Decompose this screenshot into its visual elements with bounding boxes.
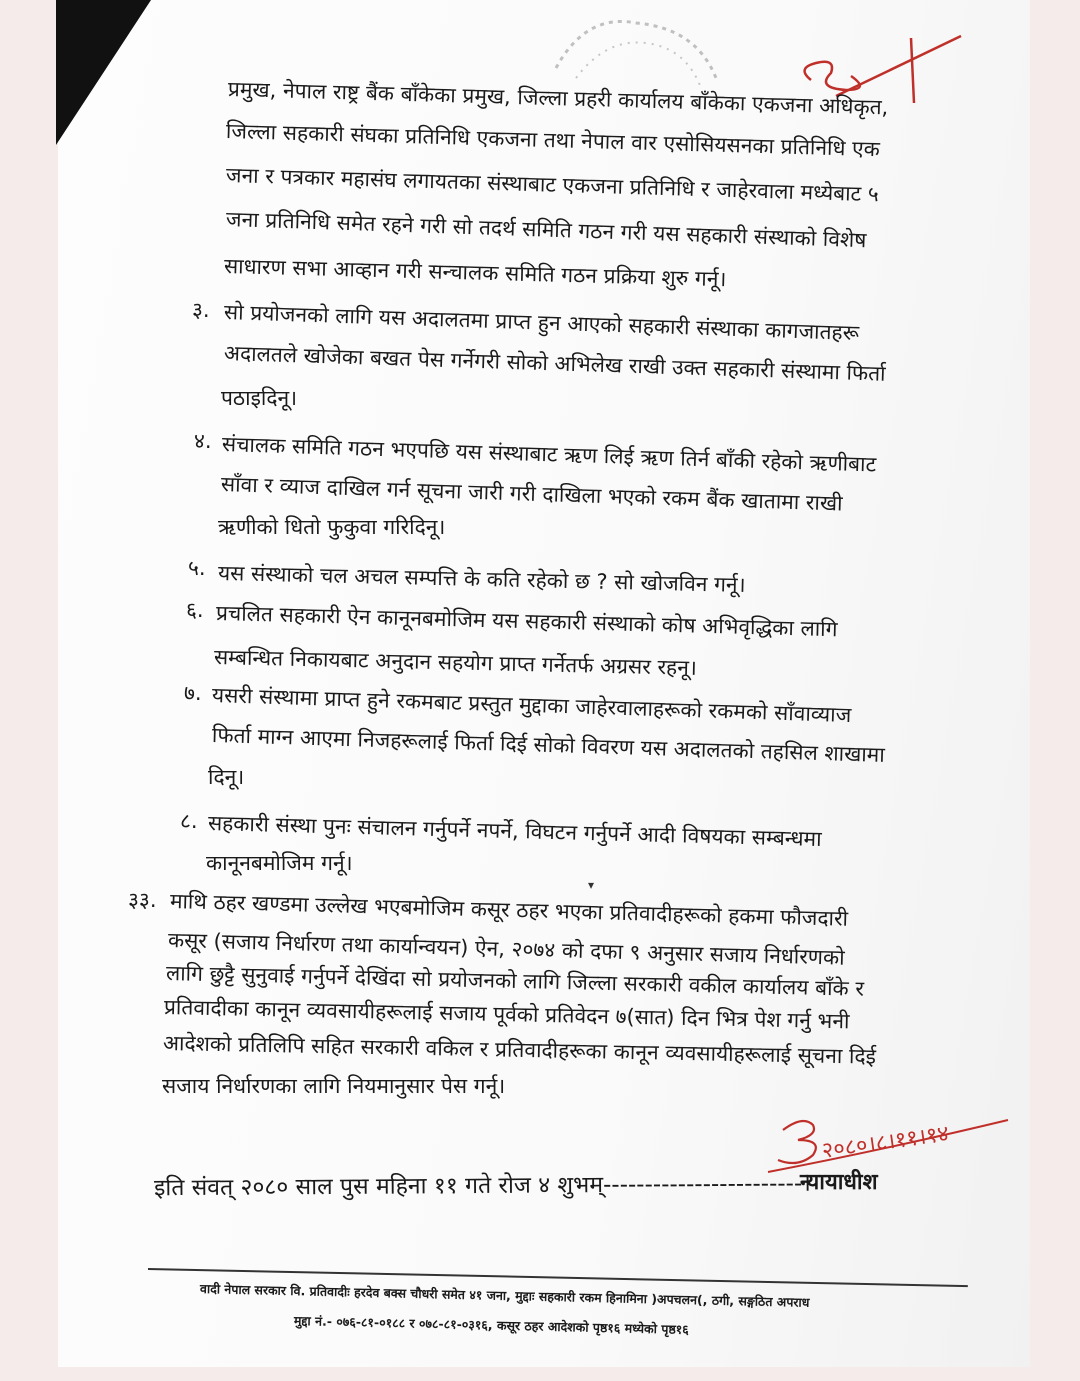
text-line: दिनू। [208,765,245,789]
text-line: प्रमुख, नेपाल राष्ट्र बैंक बाँकेका प्रमुख, जिल्ला प्रहरी कार्यालय बाँकेका एकजना अधिकृत, [227,77,889,120]
text-line: ऋणीको धितो फुकुवा गरिदिनू। [218,515,446,539]
signature-date: २०८०।८।११।१४ [820,1121,951,1164]
scan-shadow [56,0,151,145]
text-line: सजाय निर्धारणका लागि नियमानुसार पेस गर्नू। [162,1074,506,1098]
item-number: ६. [186,598,204,622]
footer-case-parties: वादी नेपाल सरकार वि. प्रतिवादीः हरदेव बक्स चौधरी समेत ४१ जना, मुद्दाः सहकारी रकम हिनामिना )अपचलन(, ठगी, सङ्गठित अपराध [199,1281,810,1310]
text-line: कसूर (सजाय निर्धारण तथा कार्यान्वयन) ऐन, २०७४ को दफा ९ अनुसार सजाय निर्धारणको [167,928,845,970]
text-line: जना र पत्रकार महासंघ लगायतका संस्थाबाट एकजना प्रतिनिधि र जाहेरवाला मध्येबाट ५ [225,163,880,207]
text-line: सम्बन्धित निकायबाट अनुदान सहयोग प्राप्त गर्नेतर्फ अग्रसर रहनू। [213,645,698,680]
text-line: माथि ठहर खण्डमा उल्लेख भएबमोजिम कसूर ठहर भएका प्रतिवादीहरूको हकमा फौजदारी [169,889,849,931]
footer-case-number: मुद्दा नं.- ०७६-८१-०१८८ र ०७८-८१-०३१६, कसूर ठहर आदेशको पृष्ठ१६ मध्येको पृष्ठ१६ [293,1313,689,1337]
text-line: सो प्रयोजनको लागि यस अदालतमा प्राप्त हुन आएको सहकारी संस्थाका कागजातहरू [223,300,860,346]
text-line: सहकारी संस्था पुनः संचालन गर्नुपर्ने नपर्ने, विघटन गर्नुपर्ने आदी विषयका सम्बन्धमा [207,811,822,852]
ink-mark: ▾ [588,878,595,892]
item-number: ४. [194,429,212,453]
item-number: ५. [188,556,206,580]
bottom-border [0,1367,1080,1381]
text-line: फिर्ता माग्न आएमा निजहरूलाई फिर्ता दिई सोको विवरण यस अदालतको तहसिल शाखामा [211,723,886,767]
text-line: आदेशको प्रतिलिपि सहित सरकारी वकिल र प्रतिवादीहरूका कानून व्यवसायीहरूलाई सूचना दिई [162,1031,877,1069]
text-line: जना प्रतिनिधि समेत रहने गरी सो तदर्थ समिति गठन गरी यस सहकारी संस्थाको विशेष [225,207,867,253]
paragraph-number: ३३. [128,888,157,912]
judge-title: न्यायाधीश [800,1170,878,1195]
item-number: ८. [180,809,198,833]
text-line: प्रतिवादीका कानून व्यवसायीहरूलाई सजाय पूर्वको प्रतिवेदन ७(सात) दिन भित्र पेश गर्नु भनी [163,995,850,1034]
text-line: जिल्ला सहकारी संघका प्रतिनिधि एकजना तथा नेपाल वार एसोसियसनका प्रतिनिधि एक [225,119,881,162]
text-line: कानूनबमोजिम गर्नू। [206,851,353,875]
document-page [58,0,1030,1367]
item-number: ३. [192,298,210,322]
text-line: पठाइदिनू। [221,386,298,410]
text-line: साधारण सभा आव्हान गरी सन्चालक समिति गठन प्रक्रिया शुरु गर्नू। [223,254,727,292]
right-border [1030,0,1080,1381]
text-line: संचालक समिति गठन भएपछि यस संस्थाबाट ऋण लिई ऋण तिर्न बाँकी रहेको ऋणीबाट [221,432,877,477]
text-line: यसरी संस्थामा प्राप्त हुने रकमबाट प्रस्तुत मुद्दाका जाहेरवालाहरूको रकमको साँवाव्याज [211,683,852,728]
item-number: ७. [184,681,202,705]
text-line: यस संस्थाको चल अचल सम्पत्ति के कति रहेको छ ? सो खोजविन गर्नू। [217,561,746,597]
left-border [0,0,58,1381]
text-line: लागि छुट्टै सुनुवाई गर्नुपर्ने देखिंदा सो प्रयोजनको लागि जिल्ला सरकारी वकील कार्यालय बाँके र [165,961,865,1001]
court-seal-stamp [546,8,726,98]
text-line: अदालतले खोजेका बखत पेस गर्नेगरी सोको अभिलेख राखी उक्त सहकारी संस्थामा फिर्ता [223,341,886,386]
date-line: इति संवत् २०८० साल पुस महिना ११ गते रोज ४ शुभम्------------------------। [153,1170,812,1202]
text-line: साँवा र व्याज दाखिल गर्न सूचना जारी गरी दाखिला भएको रकम बैंक खातामा राखी [220,472,843,516]
text-line: प्रचलित सहकारी ऐन कानूनबमोजिम यस सहकारी संस्थाको कोष अभिवृद्धिका लागि [215,601,838,642]
